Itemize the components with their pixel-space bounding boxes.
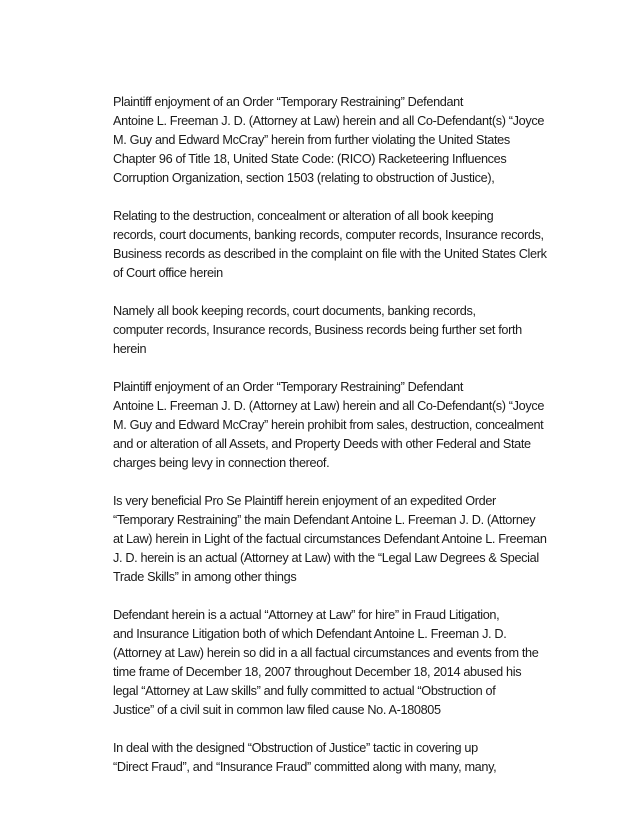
text-line: at Law) herein in Light of the factual circumstances Defendant Antoine L. Freeman	[113, 532, 547, 546]
text-line: “Temporary Restraining” the main Defendant Antoine L. Freeman J. D. (Attorney	[113, 513, 536, 527]
document-body	[73, 93, 573, 796]
text-line: Antoine L. Freeman J. D. (Attorney at Law) herein and all Co-Defendant(s) “Joyce	[113, 399, 545, 413]
text-line: Business records as described in the complaint on file with the United States Clerk	[113, 247, 547, 261]
text-line: records, court documents, banking records, computer records, Insurance records,	[113, 228, 544, 242]
text-line: of Court office herein	[113, 266, 223, 280]
text-line: Antoine L. Freeman J. D. (Attorney at Law) herein and all Co-Defendant(s) “Joyce	[113, 114, 545, 128]
text-line: charges being levy in connection thereof.	[113, 456, 330, 470]
paragraph-2	[73, 207, 573, 283]
text-line: Justice” of a civil suit in common law filed cause No. A-180805	[113, 703, 441, 717]
text-line: Corruption Organization, section 1503 (relating to obstruction of Justice),	[113, 171, 495, 185]
text-line: Trade Skills” in among other things	[113, 570, 297, 584]
text-line: Plaintiff enjoyment of an Order “Temporary Restraining” Defendant	[113, 95, 464, 109]
paragraph-5	[73, 492, 573, 587]
text-line: J. D. herein is an actual (Attorney at Law) with the “Legal Law Degrees & Special	[113, 551, 539, 565]
text-line: M. Guy and Edward McCray” herein prohibit from sales, destruction, concealment	[113, 418, 544, 432]
text-line: Relating to the destruction, concealment or alteration of all book keeping	[113, 209, 494, 223]
text-line: Is very beneficial Pro Se Plaintiff herein enjoyment of an expedited Order	[113, 494, 496, 508]
text-line: Plaintiff enjoyment of an Order “Temporary Restraining” Defendant	[113, 380, 464, 394]
text-line: computer records, Insurance records, Business records being further set forth	[113, 323, 522, 337]
paragraph-4	[73, 378, 573, 473]
text-line: M. Guy and Edward McCray” herein from further violating the United States	[113, 133, 510, 147]
text-line: and Insurance Litigation both of which Defendant Antoine L. Freeman J. D.	[113, 627, 507, 641]
paragraph-1	[73, 93, 573, 188]
text-line: herein	[113, 342, 147, 356]
text-line: Chapter 96 of Title 18, United State Code: (RICO) Racketeering Influences	[113, 152, 507, 166]
text-line: Defendant herein is a actual “Attorney at Law” for hire” in Fraud Litigation,	[113, 608, 500, 622]
paragraph-3	[73, 302, 573, 359]
text-line: “Direct Fraud”, and “Insurance Fraud” committed along with many, many,	[113, 760, 497, 774]
text-line: Namely all book keeping records, court documents, banking records,	[113, 304, 476, 318]
text-line: (Attorney at Law) herein so did in a all factual circumstances and events from the	[113, 646, 539, 660]
text-line: and or alteration of all Assets, and Property Deeds with other Federal and State	[113, 437, 531, 451]
paragraph-6	[73, 606, 573, 720]
paragraph-7	[73, 739, 573, 777]
text-line: In deal with the designed “Obstruction of Justice” tactic in covering up	[113, 741, 478, 755]
text-line: time frame of December 18, 2007 throughout December 18, 2014 abused his	[113, 665, 522, 679]
text-line: legal “Attorney at Law skills” and fully committed to actual “Obstruction of	[113, 684, 496, 698]
